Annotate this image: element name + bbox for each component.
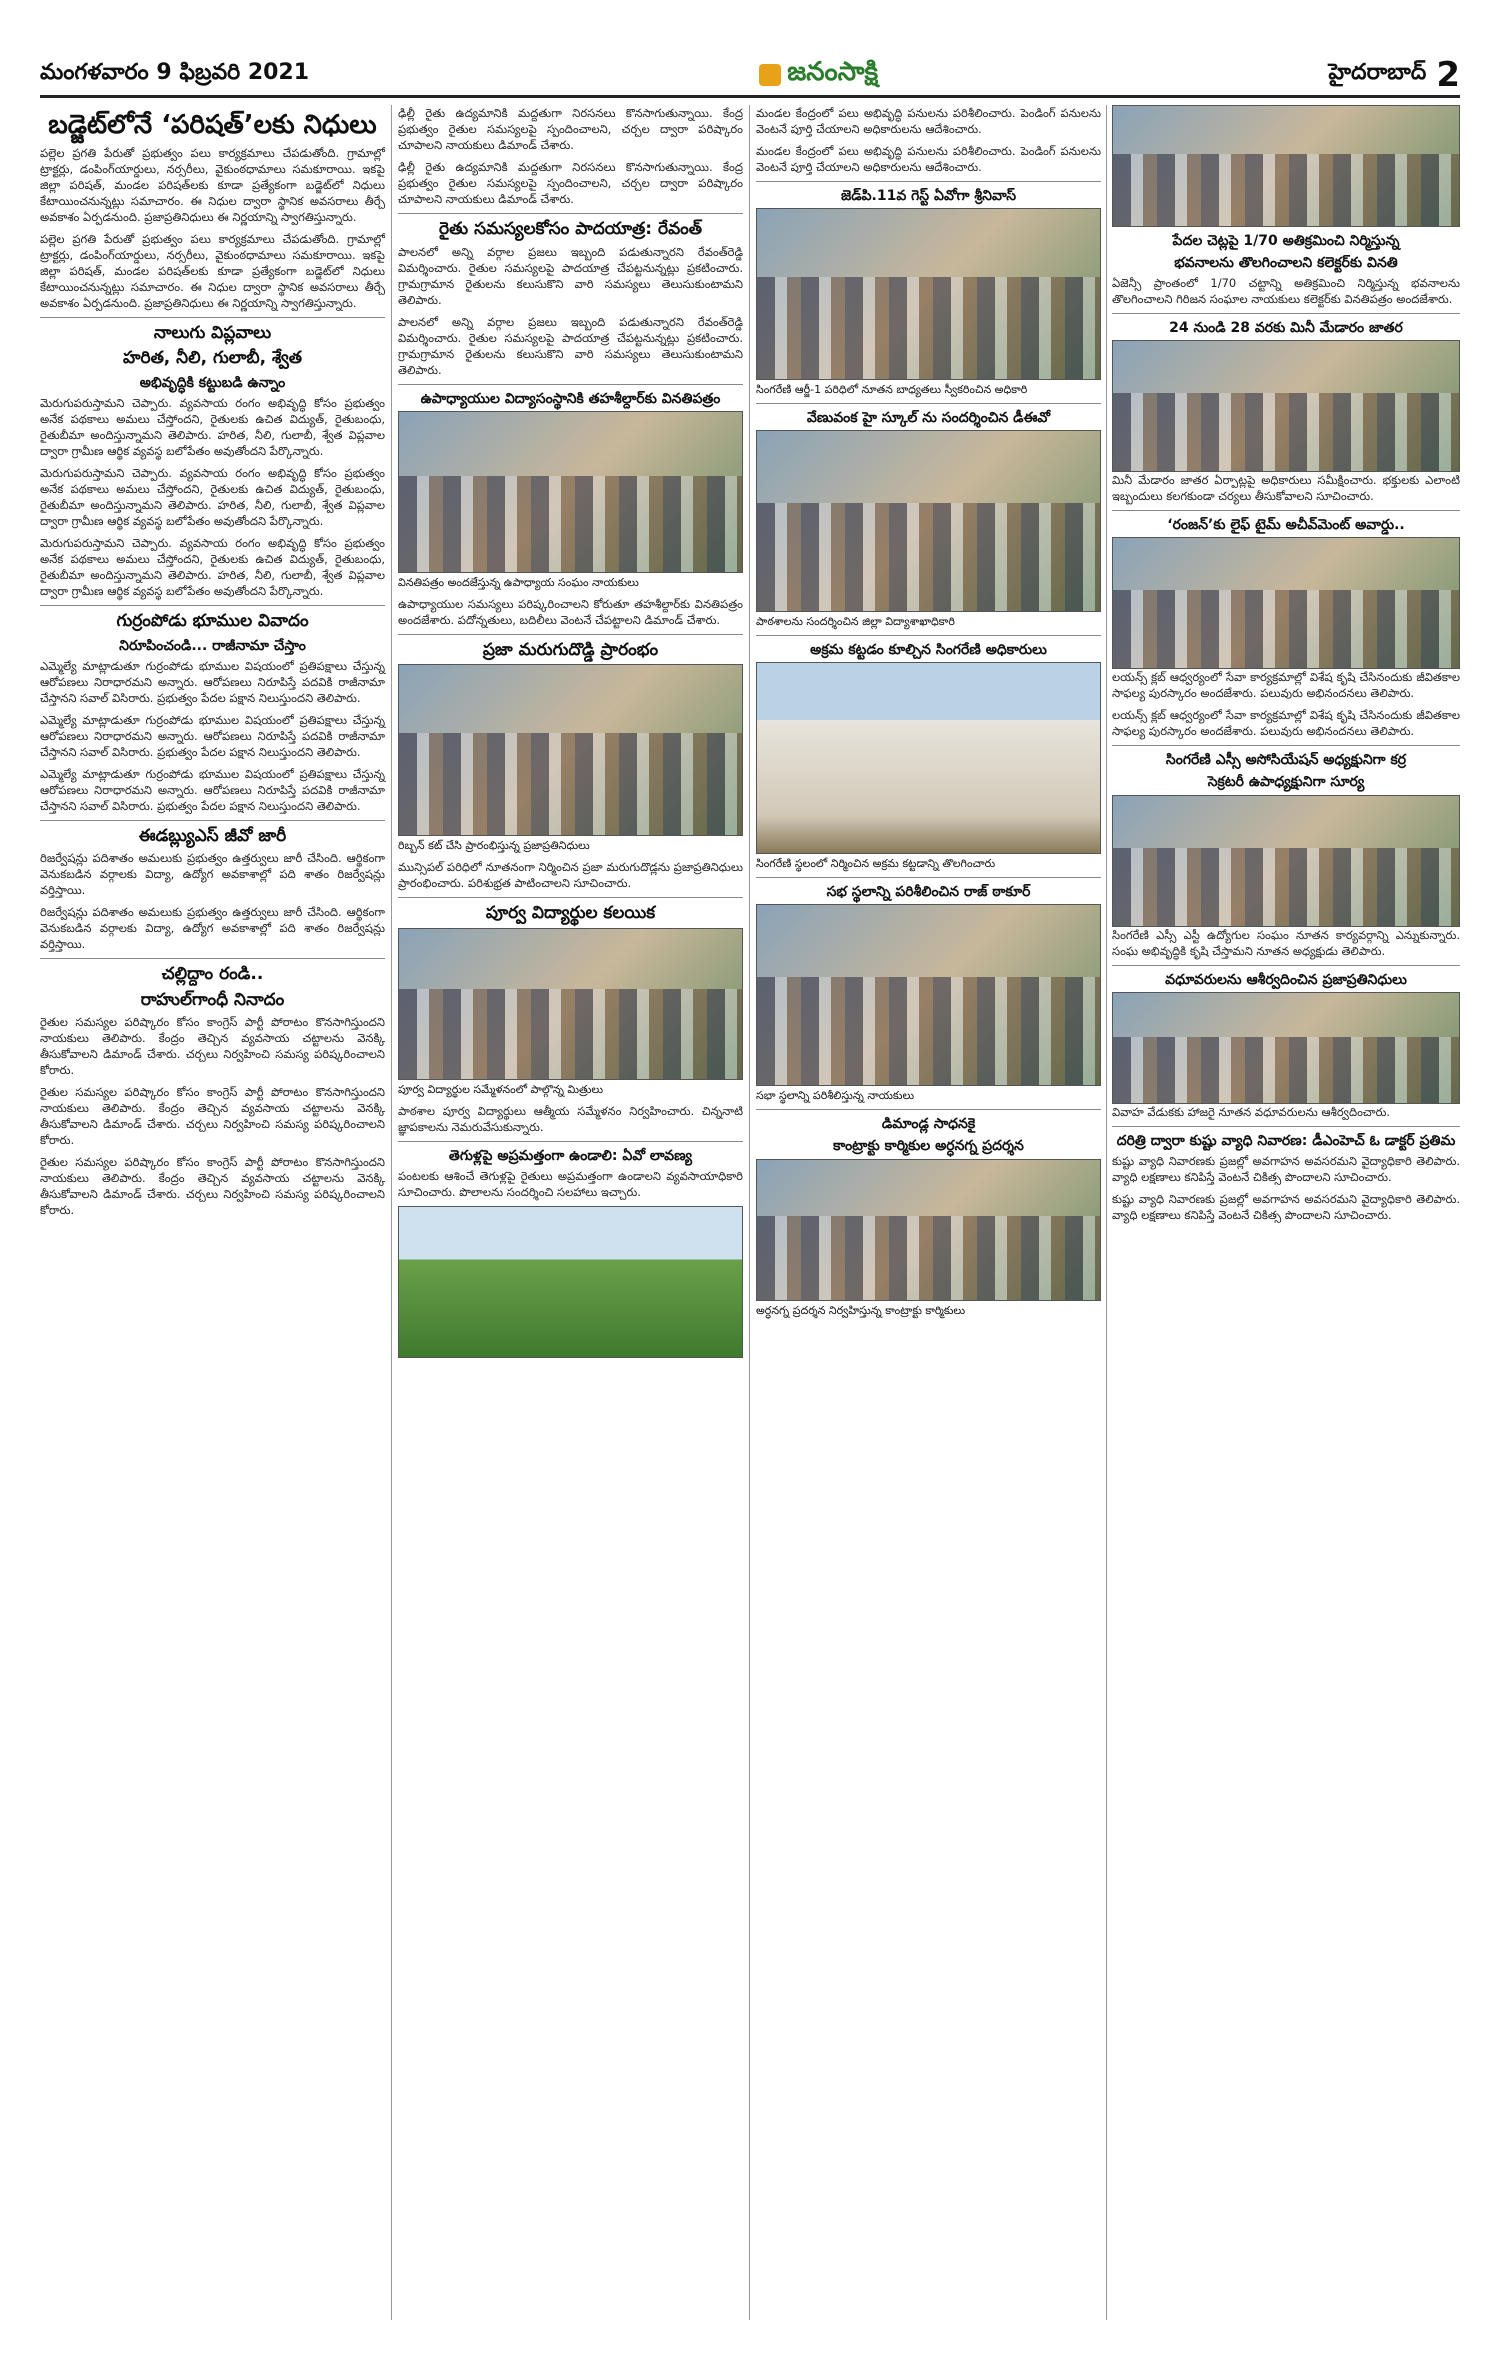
headline: తెగుళ్లపై అప్రమత్తంగా ఉండాలి: ఏవో లావణ్య bbox=[448, 1147, 693, 1164]
page-header bbox=[40, 55, 1460, 98]
article-body: రిజర్వేషన్లు పదిశాతం అమలుకు ప్రభుత్వం ఉత్తర్వులు జారీ చేసింది. ఆర్థికంగా వెనుకబడిన వర్గాలకు విద్యా, ఉద్యోగ అవకాశాల్లో పది శాతం రిజర్వేషన్లు వర్తిస్తాయి. bbox=[40, 851, 385, 898]
page-number: 2 bbox=[1436, 55, 1460, 95]
headline: నాలుగు విప్లవాలు bbox=[153, 322, 272, 343]
article-body: ఢిల్లీ రైతు ఉద్యమానికి మద్దతుగా నిరసనలు కొనసాగుతున్నాయి. కేంద్ర ప్రభుత్వం రైతుల సమస్యలపై స్పందించాలని, చర్చల ద్వారా పరిష్కారం చూపాలని నాయకులు డిమాండ్ చేశారు. bbox=[398, 160, 743, 206]
masthead-logo bbox=[759, 57, 878, 93]
subheadline: సెక్రటరీ ఉపాధ్యక్షునిగా సూర్య bbox=[1207, 774, 1365, 791]
headline: పేదల చెట్లపై 1/70 అతిక్రమించి నిర్మిస్తున్న bbox=[1172, 233, 1400, 249]
headline: రైతు సమస్యలకోసం పాదయాత్ర: రేవంత్ bbox=[438, 219, 702, 239]
headline: చల్లిద్దాం రండి.. bbox=[161, 964, 264, 985]
photo-caption: సింగరేణి ఆర్జీ-1 పరిధిలో నూతన బాధ్యతలు స్వీకరించిన అధికారి bbox=[756, 383, 1028, 397]
subheadline: నిరూపించండి... రాజీనామా చేస్తాం bbox=[119, 637, 306, 654]
news-photo bbox=[1112, 537, 1460, 669]
logo-icon bbox=[759, 64, 781, 86]
logo-text: జనంసాక్షి bbox=[787, 57, 879, 87]
headline: 24 నుండి 28 వరకు మినీ మేడారం జాతర bbox=[1169, 320, 1403, 337]
headline: గుర్రంపోడు భూముల వివాదం bbox=[116, 611, 309, 632]
article-body: రైతుల సమస్యల పరిష్కారం కోసం కాంగ్రెస్ పార్టీ పోరాటం కొనసాగిస్తుందని నాయకులు తెలిపారు. కేంద్రం తెచ్చిన వ్యవసాయ చట్టాలను వెనక్కి తీసుకోవాలని డిమాండ్ చేశారు. చర్చలు నిర్వహించి సమస్య పరిష్కరించాలని కోరారు. bbox=[40, 1155, 385, 1218]
photo-caption: పాఠశాలను సందర్శించిన జిల్లా విద్యాశాఖాధికారి bbox=[756, 615, 955, 629]
article-body: ఎమ్మెల్యే మాట్లాడుతూ గుర్రంపోడు భూముల విషయంలో ప్రతిపక్షాలు చేస్తున్న ఆరోపణలు నిరాధారమని అన్నారు. ఆరోపణలు నిరూపిస్తే పదవికి రాజీనామా చేస్తానని సవాల్ విసిరారు. ప్రభుత్వం పేదల పక్షాన నిలుస్తుందని తెలిపారు. bbox=[40, 712, 385, 759]
column-divider bbox=[391, 105, 392, 2320]
news-photo bbox=[756, 208, 1101, 380]
article-body: పాలనలో అన్ని వర్గాల ప్రజలు ఇబ్బంది పడుతున్నారని రేవంత్‌రెడ్డి విమర్శించారు. రైతుల సమస్యలపై పాదయాత్ర చేపట్టనున్నట్లు ప్రకటించారు. గ్రామగ్రామాన రైతులను కలుసుకొని వారి సమస్యలు తెలుసుకుంటామని తెలిపారు. bbox=[398, 244, 743, 307]
headline: అక్రమ కట్టడం కూల్చిన సింగరేణి అధికారులు bbox=[810, 642, 1047, 659]
headline: సభ స్థలాన్ని పరిశీలించిన రాజ్ ఠాకూర్ bbox=[826, 884, 1031, 901]
news-photo bbox=[1112, 992, 1460, 1104]
edition-city: హైదరాబాద్ bbox=[1328, 60, 1427, 85]
subheadline: అభివృద్ధికి కట్టుబడి ఉన్నాం bbox=[139, 374, 286, 391]
article-body: మండల కేంద్రంలో పలు అభివృద్ధి పనులను పరిశీలించారు. పెండింగ్ పనులను వెంటనే పూర్తి చేయాలని అధికారులను ఆదేశించారు. bbox=[756, 106, 1101, 136]
subheadline: హరిత, నీలి, గులాబీ, శ్వేత bbox=[122, 348, 303, 369]
headline: ఈడబ్ల్యుఎస్ జీవో జారీ bbox=[138, 825, 287, 846]
subheadline: భవనాలను తొలగించాలని కలెక్టర్‌కు వినతి bbox=[1174, 255, 1398, 272]
edition bbox=[1328, 55, 1460, 95]
photo-caption: సింగరేణి స్థలంలో నిర్మించిన అక్రమ కట్టడాన్ని తొలగించారు bbox=[756, 857, 995, 871]
article-body: రైతుల సమస్యల పరిష్కారం కోసం కాంగ్రెస్ పార్టీ పోరాటం కొనసాగిస్తుందని నాయకులు తెలిపారు. కేంద్రం తెచ్చిన వ్యవసాయ చట్టాలను వెనక్కి తీసుకోవాలని డిమాండ్ చేశారు. చర్చలు నిర్వహించి సమస్య పరిష్కరించాలని కోరారు. bbox=[40, 1015, 385, 1078]
article-body: పంటలకు ఆశించే తెగుళ్లపై రైతులు అప్రమత్తంగా ఉండాలని వ్యవసాయాధికారి సూచించారు. పొలాలను సందర్శించి సలహాలు ఇచ్చారు. bbox=[398, 1168, 743, 1199]
article-body: మున్సిపల్ పరిధిలో నూతనంగా నిర్మించిన ప్రజా మరుగుదొడ్లను ప్రజాప్రతినిధులు ప్రారంభించారు. పరిశుభ్రత పాటించాలని సూచించారు. bbox=[398, 860, 743, 891]
news-photo bbox=[398, 1206, 743, 1358]
article-body: ఢిల్లీ రైతు ఉద్యమానికి మద్దతుగా నిరసనలు కొనసాగుతున్నాయి. కేంద్ర ప్రభుత్వం రైతుల సమస్యలపై స్పందించాలని, చర్చల ద్వారా పరిష్కారం చూపాలని నాయకులు డిమాండ్ చేశారు. bbox=[398, 106, 743, 152]
article-body: మండల కేంద్రంలో పలు అభివృద్ధి పనులను పరిశీలించారు. పెండింగ్ పనులను వెంటనే పూర్తి చేయాలని అధికారులను ఆదేశించారు. bbox=[756, 144, 1101, 174]
article-body: పల్లెల ప్రగతి పేరుతో ప్రభుత్వం పలు కార్యక్రమాలు చేపడుతోంది. గ్రామాల్లో ట్రాక్టర్లు, డంపింగ్‌యార్డులు, నర్సరీలు, వైకుంఠధామాలు సమకూరాయి. ఇకపై జిల్లా పరిషత్, మండల పరిషత్‌లకు కూడా ప్రత్యేకంగా బడ్జెట్‌లో నిధులు కేటాయించనున్నట్లు సమాచారం. ఈ నిధుల ద్వారా స్థానిక అవసరాలు తీర్చే అవకాశం ఏర్పడనుంది. ప్రజాప్రతినిధులు ఈ నిర్ణయాన్ని స్వాగతిస్తున్నారు. bbox=[40, 231, 385, 310]
article-body: ఉపాధ్యాయుల సమస్యలు పరిష్కరించాలని కోరుతూ తహశీల్దార్‌కు వినతిపత్రం అందజేశారు. పదోన్నతులు, బదిలీలు వెంటనే చేపట్టాలని డిమాండ్ చేశారు. bbox=[398, 596, 743, 627]
article-body: ఎమ్మెల్యే మాట్లాడుతూ గుర్రంపోడు భూముల విషయంలో ప్రతిపక్షాలు చేస్తున్న ఆరోపణలు నిరాధారమని అన్నారు. ఆరోపణలు నిరూపిస్తే పదవికి రాజీనామా చేస్తానని సవాల్ విసిరారు. ప్రభుత్వం పేదల పక్షాన నిలుస్తుందని తెలిపారు. bbox=[40, 658, 385, 705]
photo-caption: రిబ్బన్ కట్ చేసి ప్రారంభిస్తున్న ప్రజాప్రతినిధులు bbox=[398, 839, 590, 853]
headline: దరిత్రి ద్వారా కుష్టు వ్యాధి నివారణ: డీఎంహెచ్ ఓ డాక్టర్ ప్రతిమ bbox=[1116, 1132, 1456, 1149]
article-body: వివాహ వేడుకకు హాజరై నూతన వధూవరులను ఆశీర్వదించారు. bbox=[1112, 1104, 1391, 1119]
headline: సింగరేణి ఎస్సీ అసోసియేషన్ అధ్యక్షునిగా కర్ర bbox=[1165, 752, 1407, 769]
article-body: మినీ మేడారం జాతర ఏర్పాట్లపై అధికారులు సమీక్షించారు. భక్తులకు ఎలాంటి ఇబ్బందులు కలగకుండా చర్యలు తీసుకోవాలని సూచించారు. bbox=[1112, 473, 1460, 504]
news-photo bbox=[398, 664, 743, 836]
news-photo bbox=[756, 430, 1101, 612]
headline: ఉపాధ్యాయుల విద్యాసంస్థానికి తహశీల్దార్‌కు వినతిపత్రం bbox=[420, 390, 721, 407]
news-photo bbox=[756, 1159, 1101, 1301]
headline: డిమాండ్ల సాధనకై bbox=[881, 1116, 976, 1133]
news-photo bbox=[1112, 795, 1460, 927]
article-body: కుష్టు వ్యాధి నివారణకు ప్రజల్లో అవగాహన అవసరమని వైద్యాధికారి తెలిపారు. వ్యాధి లక్షణాలు కనిపిస్తే వెంటనే చికిత్స పొందాలని సూచించారు. bbox=[1112, 1191, 1460, 1222]
issue-date: మంగళవారం 9 ఫిబ్రవరి 2021 bbox=[40, 60, 310, 85]
photo-caption: అర్ధనగ్న ప్రదర్శన నిర్వహిస్తున్న కాంట్రాక్టు కార్మికులు bbox=[756, 1303, 966, 1317]
headline: పూర్వ విద్యార్థుల కలయిక bbox=[485, 903, 656, 924]
headline: జెడ్‌పి.11వ గెస్ట్ ఏవోగా శ్రీనివాస్ bbox=[840, 188, 1017, 204]
article-body: కుష్టు వ్యాధి నివారణకు ప్రజల్లో అవగాహన అవసరమని వైద్యాధికారి తెలిపారు. వ్యాధి లక్షణాలు కనిపిస్తే వెంటనే చికిత్స పొందాలని సూచించారు. bbox=[1112, 1153, 1460, 1184]
column-3 bbox=[756, 105, 1101, 1324]
article-body: రిజర్వేషన్లు పదిశాతం అమలుకు ప్రభుత్వం ఉత్తర్వులు జారీ చేసింది. ఆర్థికంగా వెనుకబడిన వర్గాలకు విద్యా, ఉద్యోగ అవకాశాల్లో పది శాతం రిజర్వేషన్లు వర్తిస్తాయి. bbox=[40, 905, 385, 952]
article-body: లయన్స్ క్లబ్ ఆధ్వర్యంలో సేవా కార్యక్రమాల్లో విశేష కృషి చేసినందుకు జీవితకాల సాఫల్య పురస్కారం అందజేశారు. పలువురు అభినందనలు తెలిపారు. bbox=[1112, 670, 1460, 701]
headline: ప్రజా మరుగుదొడ్డి ప్రారంభం bbox=[482, 639, 659, 660]
article-body: రైతుల సమస్యల పరిష్కారం కోసం కాంగ్రెస్ పార్టీ పోరాటం కొనసాగిస్తుందని నాయకులు తెలిపారు. కేంద్రం తెచ్చిన వ్యవసాయ చట్టాలను వెనక్కి తీసుకోవాలని డిమాండ్ చేశారు. చర్చలు నిర్వహించి సమస్య పరిష్కరించాలని కోరారు. bbox=[40, 1085, 385, 1148]
article-body: సింగరేణి ఎస్సీ ఎస్టీ ఉద్యోగుల సంఘం నూతన కార్యవర్గాన్ని ఎన్నుకున్నారు. సంఘ అభివృద్ధికి కృషి చేస్తామని నూతన అధ్యక్షుడు తెలిపారు. bbox=[1112, 927, 1460, 958]
article-body: ఏజెన్సీ ప్రాంతంలో 1/70 చట్టాన్ని అతిక్రమించి నిర్మిస్తున్న భవనాలను తొలగించాలని గిరిజన సంఘాల నాయకులు కలెక్టర్‌కు వినతిపత్రం అందజేశారు. bbox=[1112, 276, 1460, 307]
headline: బడ్జెట్‌లోనే ‘పరిషత్’లకు నిధులు bbox=[48, 110, 377, 140]
photo-caption: వినతిపత్రం అందజేస్తున్న ఉపాధ్యాయ సంఘం నాయకులు bbox=[398, 575, 639, 589]
article-body: పాఠశాల పూర్వ విద్యార్థులు ఆత్మీయ సమ్మేళనం నిర్వహించారు. చిన్ననాటి జ్ఞాపకాలను నెమరువేసుకున్నారు. bbox=[398, 1103, 743, 1134]
news-photo bbox=[1112, 340, 1460, 472]
column-divider bbox=[1106, 105, 1107, 2320]
headline: వేణువంక హై స్కూల్ ను సందర్శించిన డీఈవో bbox=[806, 410, 1051, 427]
news-photo bbox=[756, 662, 1101, 854]
column-4 bbox=[1112, 105, 1460, 1229]
subheadline: కాంట్రాక్టు కార్మికుల అర్ధనగ్న ప్రదర్శన bbox=[833, 1138, 1024, 1155]
subheadline: రాహుల్‌గాంధీ నినాదం bbox=[140, 989, 285, 1010]
column-1 bbox=[40, 105, 385, 1224]
news-photo bbox=[756, 904, 1101, 1086]
article-body: పల్లెల ప్రగతి పేరుతో ప్రభుత్వం పలు కార్యక్రమాలు చేపడుతోంది. గ్రామాల్లో ట్రాక్టర్లు, డంపింగ్‌యార్డులు, నర్సరీలు, వైకుంఠధామాలు సమకూరాయి. ఇకపై జిల్లా పరిషత్, మండల పరిషత్‌లకు కూడా ప్రత్యేకంగా బడ్జెట్‌లో నిధులు కేటాయించనున్నట్లు సమాచారం. ఈ నిధుల ద్వారా స్థానిక అవసరాలు తీర్చే అవకాశం ఏర్పడనుంది. ప్రజాప్రతినిధులు ఈ నిర్ణయాన్ని స్వాగతిస్తున్నారు. bbox=[40, 145, 385, 224]
headline: ‘రంజన్’కు లైఫ్ టైమ్ అచీవ్‌మెంట్ అవార్డు.. bbox=[1167, 517, 1405, 534]
article-body: మెరుగుపరుస్తామని చెప్పారు. వ్యవసాయ రంగం అభివృద్ధి కోసం ప్రభుత్వం అనేక పథకాలు అమలు చేస్తోందని, రైతులకు ఉచిత విద్యుత్, రైతుబంధు, రైతుబీమా అందిస్తున్నామని తెలిపారు. హరిత, నీలి, గులాబీ, శ్వేత విప్లవాల ద్వారా గ్రామీణ ఆర్థిక వ్యవస్థ బలోపేతం అవుతోందని పేర్కొన్నారు. bbox=[40, 396, 385, 459]
article-body: మెరుగుపరుస్తామని చెప్పారు. వ్యవసాయ రంగం అభివృద్ధి కోసం ప్రభుత్వం అనేక పథకాలు అమలు చేస్తోందని, రైతులకు ఉచిత విద్యుత్, రైతుబంధు, రైతుబీమా అందిస్తున్నామని తెలిపారు. హరిత, నీలి, గులాబీ, శ్వేత విప్లవాల ద్వారా గ్రామీణ ఆర్థిక వ్యవస్థ బలోపేతం అవుతోందని పేర్కొన్నారు. bbox=[40, 466, 385, 529]
article-body: మెరుగుపరుస్తామని చెప్పారు. వ్యవసాయ రంగం అభివృద్ధి కోసం ప్రభుత్వం అనేక పథకాలు అమలు చేస్తోందని, రైతులకు ఉచిత విద్యుత్, రైతుబంధు, రైతుబీమా అందిస్తున్నామని తెలిపారు. హరిత, నీలి, గులాబీ, శ్వేత విప్లవాల ద్వారా గ్రామీణ ఆర్థిక వ్యవస్థ బలోపేతం అవుతోందని పేర్కొన్నారు. bbox=[40, 536, 385, 599]
article-body: ఎమ్మెల్యే మాట్లాడుతూ గుర్రంపోడు భూముల విషయంలో ప్రతిపక్షాలు చేస్తున్న ఆరోపణలు నిరాధారమని అన్నారు. ఆరోపణలు నిరూపిస్తే పదవికి రాజీనామా చేస్తానని సవాల్ విసిరారు. ప్రభుత్వం పేదల పక్షాన నిలుస్తుందని తెలిపారు. bbox=[40, 766, 385, 813]
article-body: లయన్స్ క్లబ్ ఆధ్వర్యంలో సేవా కార్యక్రమాల్లో విశేష కృషి చేసినందుకు జీవితకాల సాఫల్య పురస్కారం అందజేశారు. పలువురు అభినందనలు తెలిపారు. bbox=[1112, 708, 1460, 739]
photo-caption: సభా స్థలాన్ని పరిశీలిస్తున్న నాయకులు bbox=[756, 1089, 915, 1103]
column-2 bbox=[398, 105, 743, 1358]
column-divider bbox=[749, 105, 750, 2320]
photo-caption: పూర్వ విద్యార్థుల సమ్మేళనంలో పాల్గొన్న మిత్రులు bbox=[398, 1082, 604, 1096]
news-photo bbox=[398, 411, 743, 573]
article-body: పాలనలో అన్ని వర్గాల ప్రజలు ఇబ్బంది పడుతున్నారని రేవంత్‌రెడ్డి విమర్శించారు. రైతుల సమస్యలపై పాదయాత్ర చేపట్టనున్నట్లు ప్రకటించారు. గ్రామగ్రామాన రైతులను కలుసుకొని వారి సమస్యలు తెలుసుకుంటామని తెలిపారు. bbox=[398, 314, 743, 377]
headline: వధూవరులను ఆశీర్వదించిన ప్రజాప్రతినిధులు bbox=[1165, 971, 1407, 988]
news-photo bbox=[398, 928, 743, 1080]
news-photo bbox=[1112, 105, 1460, 227]
